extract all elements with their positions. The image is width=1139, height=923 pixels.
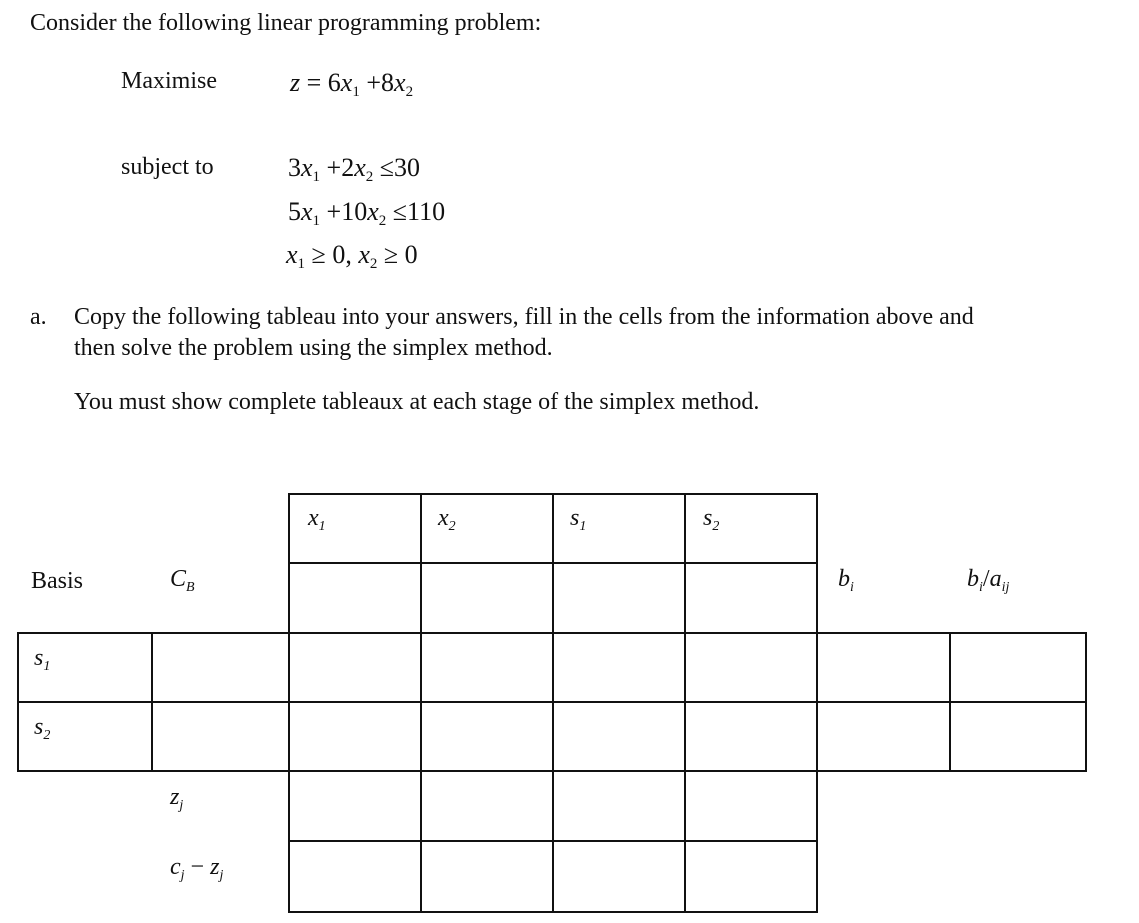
column-header-s2: $s_2$ [703,505,720,534]
cb-label: $C_B$ [170,566,195,595]
constraint-2: $5x_1 +10x_2 \le 110$ [288,197,446,229]
part-a-label: a. [30,304,47,330]
column-header-x2: $x_2$ [438,505,456,534]
basis-label: Basis [31,568,84,594]
column-header-s1: $s_1$ [570,505,587,534]
zj-label: $z_j$ [170,784,184,813]
constraint-1: $3x_1 +2x_2 \le 30$ [288,153,421,185]
objective-label: Maximise [121,68,217,94]
basis-row-s1: $s_1$ [34,645,51,674]
subject-to-label: subject to [121,154,214,180]
intro-text: Consider the following linear programming problem: [30,10,542,36]
part-a-line-2: then solve the problem using the simplex method. [74,335,553,361]
part-a-line-3: You must show complete tableaux at each stage of the simplex method. [74,389,760,415]
ratio-label: $b_i/a_{ij}$ [967,566,1010,595]
part-a-line-1: Copy the following tableau into your answers, fill in the cells from the information above and [74,304,974,330]
basis-row-s2: $s_2$ [34,714,51,743]
column-header-x1: $x_1$ [308,505,326,534]
objective-function: $z = 6x_1 +8x_2$ [290,68,414,100]
nonnegativity-constraint: $x_1 \ge 0$, $x_2 \ge 0$ [286,240,418,272]
b-label: $b_i$ [838,566,854,595]
cj-minus-zj-label: $c_j - z_j$ [170,854,224,883]
